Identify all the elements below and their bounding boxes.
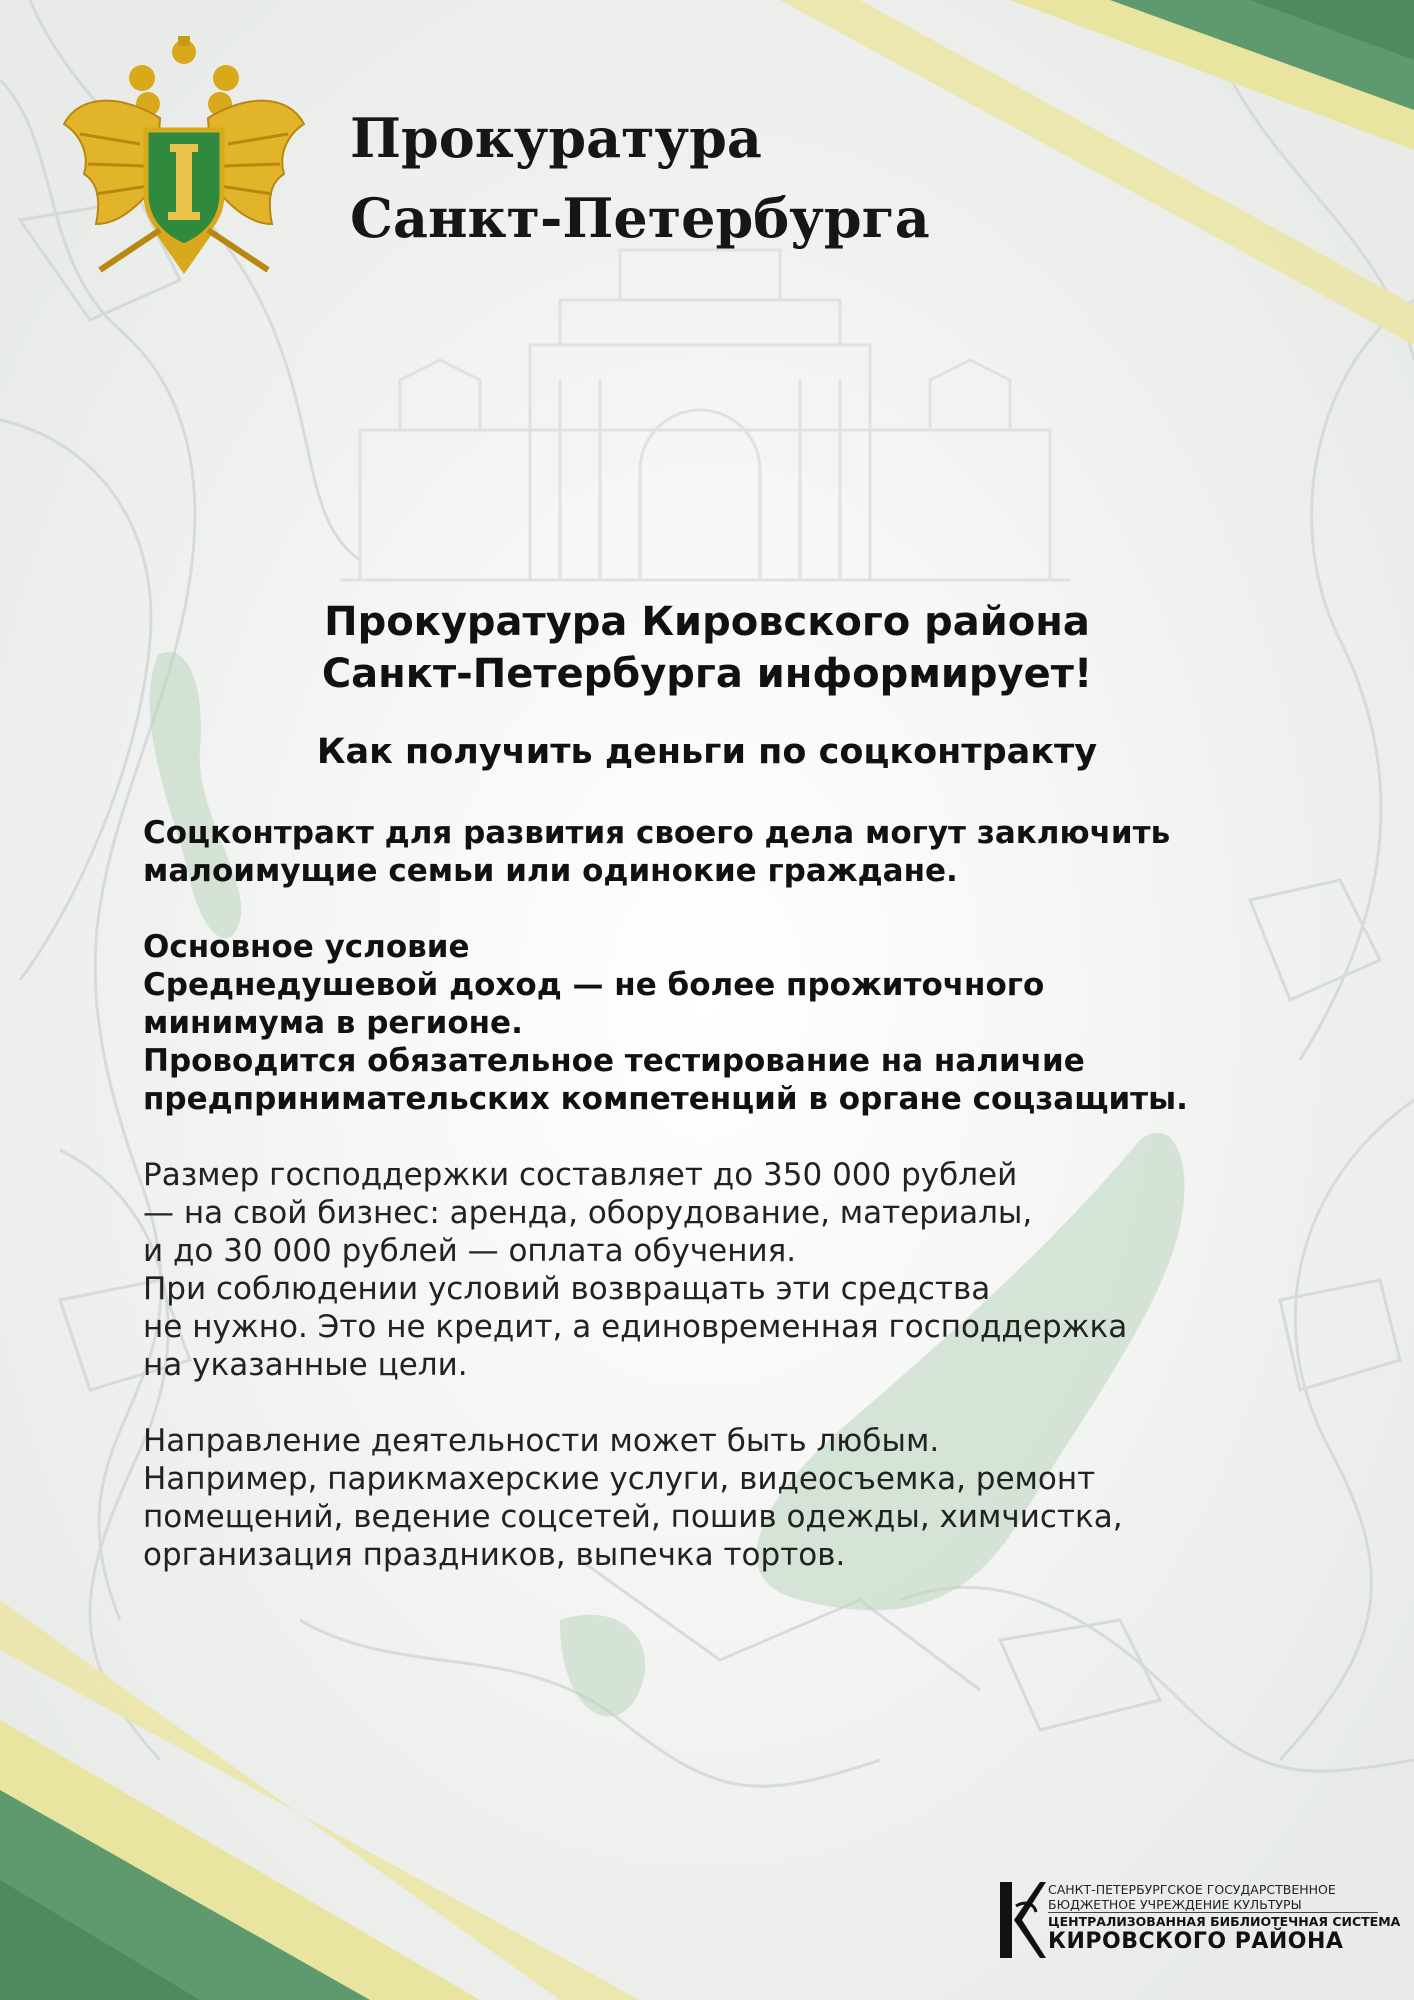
logo-text-line: КИРОВСКОГО РАЙОНА (1048, 1929, 1344, 1954)
text-line: не нужно. Это не кредит, а единовременная господдержка (143, 1309, 1128, 1345)
text-line: организация праздников, выпечка тортов. (143, 1537, 846, 1573)
text-line: Среднедушевой доход — не более прожиточного (143, 967, 1045, 1003)
text-line: помещений, ведение соцсетей, пошив одежды, химчистка, (143, 1499, 1123, 1535)
double-headed-eagle-emblem-icon (60, 34, 308, 284)
text-line: предпринимательских компетенций в органе соцзащиты. (143, 1081, 1188, 1117)
text-line: Соцконтракт для развития своего дела могут заключить (143, 815, 1171, 851)
condition-heading: Основное условие (143, 929, 470, 965)
library-k-logo-icon (996, 1876, 1046, 1964)
text-line: Направление деятельности может быть любым. (143, 1423, 940, 1459)
text-line: минимума в регионе. (143, 1005, 523, 1041)
text-line: Проводится обязательное тестирование на наличие (143, 1043, 1085, 1079)
text-line: Например, парикмахерские услуги, видеосъемка, ремонт (143, 1461, 1096, 1497)
condition-paragraph (143, 928, 1323, 1118)
intro-paragraph (143, 814, 1323, 890)
org-title-line: Санкт-Петербурга (350, 186, 930, 250)
organization-title (350, 98, 930, 258)
library-logo (996, 1876, 1401, 1966)
headline (0, 596, 1414, 700)
logo-text-line: БЮДЖЕТНОЕ УЧРЕЖДЕНИЕ КУЛЬТУРЫ (1048, 1897, 1302, 1912)
text-line: малоимущие семьи или одинокие граждане. (143, 853, 958, 889)
text-line: на указанные цели. (143, 1347, 468, 1383)
activity-paragraph (143, 1422, 1323, 1574)
text-line: и до 30 000 рублей — оплата обучения. (143, 1233, 797, 1269)
text-line: При соблюдении условий возвращать эти средства (143, 1271, 991, 1307)
logo-text-line: САНКТ-ПЕТЕРБУРГСКОЕ ГОСУДАРСТВЕННОЕ (1048, 1882, 1336, 1897)
main-content (143, 814, 1323, 1574)
text-line: — на свой бизнес: аренда, оборудование, материалы, (143, 1195, 1033, 1231)
subheadline: Как получить деньги по соцконтракту (316, 732, 1098, 772)
support-paragraph (143, 1156, 1323, 1384)
logo-text-line: ЦЕНТРАЛИЗОВАННАЯ БИБЛИОТЕЧНАЯ СИСТЕМА (1048, 1914, 1401, 1929)
headline-line: Санкт-Петербурга информирует! (321, 651, 1093, 697)
text-line: Размер господдержки составляет до 350 000 рублей (143, 1157, 1018, 1193)
headline-line: Прокуратура Кировского района (324, 599, 1090, 645)
library-logo-text (1048, 1882, 1401, 1955)
org-title-line: Прокуратура (350, 106, 762, 170)
